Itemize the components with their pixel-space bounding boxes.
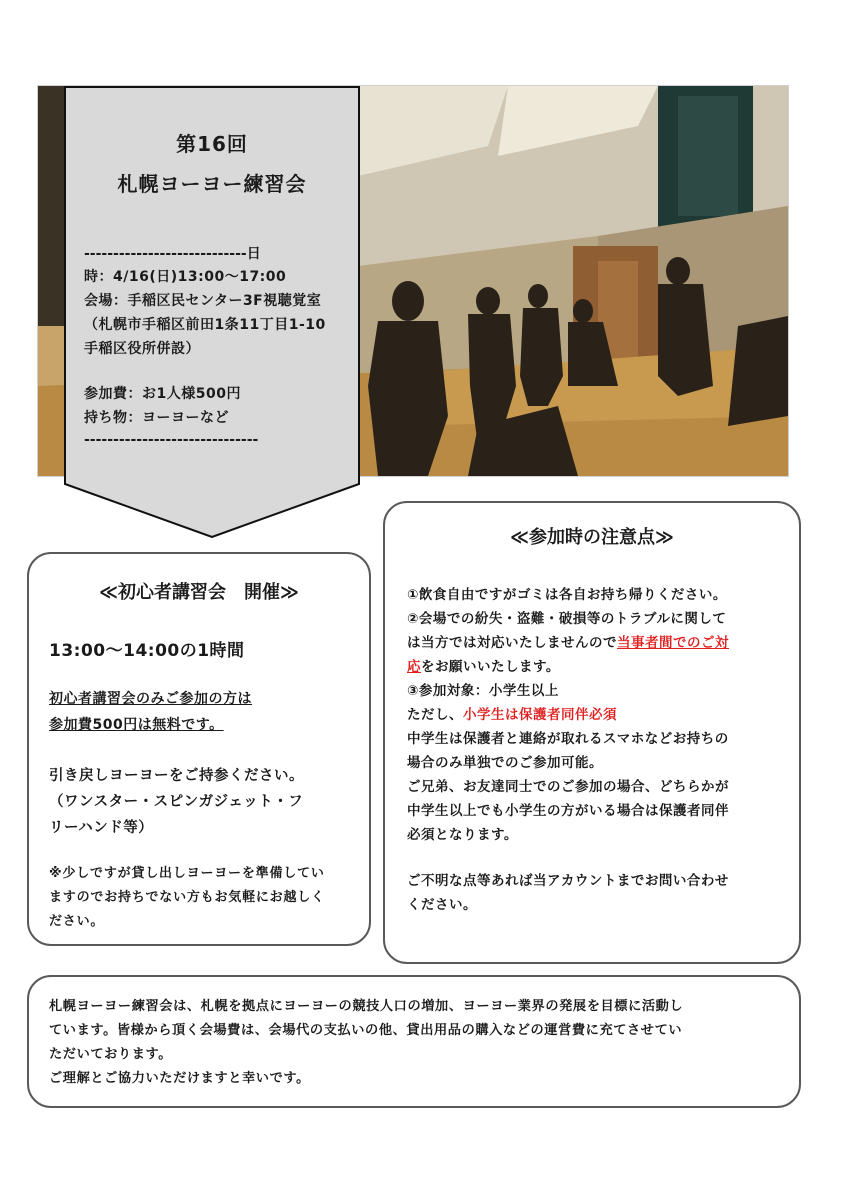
beginner-bring-1: 引き戻しヨーヨーをご持参ください。 — [49, 768, 304, 784]
event-fee: 参加費：お1人様500円 — [84, 386, 241, 402]
participation-notes-box — [383, 501, 801, 964]
note-1: ①飲食自由ですがゴミは各自お持ち帰りください。 — [407, 587, 727, 603]
note-3: ③参加対象：小学生以上 — [407, 683, 559, 699]
beginner-title: ≪初心者講習会 開催≫ — [99, 582, 299, 603]
note-3-line-3: 中学生は保護者と連絡が取れるスマホなどお持ちの — [407, 731, 729, 747]
note-3-line-4: 場合のみ単独でのご参加可能。 — [407, 755, 603, 771]
note-3-line-5: ご兄弟、お友達同士でのご参加の場合、どちらかが — [407, 779, 729, 795]
divider-bottom: ------------------------------ — [84, 432, 259, 448]
notes-title: ≪参加時の注意点≫ — [510, 527, 674, 548]
event-venue: 会場：手稲区民センター3F視聴覚室 — [84, 293, 322, 309]
contact-line-1: ご不明な点等あれば当アカウントまでお問い合わせ — [407, 873, 729, 889]
statement-line-3: ただいております。 — [49, 1047, 173, 1062]
note-3-line-7: 必須となります。 — [407, 827, 518, 843]
event-address-1: （札幌市手稲区前田1条11丁目1-10 — [84, 317, 326, 333]
event-items: 持ち物：ヨーヨーなど — [84, 410, 229, 426]
event-address-2: 手稲区役所併設） — [84, 341, 200, 357]
beginner-free-2: 参加費500円は無料です。 — [49, 717, 224, 733]
note-3-highlight: 小学生は保護者同伴必須 — [463, 707, 617, 723]
note-3-line-6: 中学生以上でも小学生の方がいる場合は保護者同伴 — [407, 803, 729, 819]
contact-line-2: ください。 — [407, 897, 477, 913]
statement-line-1: 札幌ヨーヨー練習会は、札幌を拠点にヨーヨーの競技人口の増加、ヨーヨー業界の発展を目標に活動し — [49, 999, 684, 1014]
note-2-line-2: は当方では対応いたしませんので当事者間でのご対 — [407, 635, 729, 651]
organization-statement-box — [27, 975, 801, 1108]
beginner-time: 13:00～14:00の1時間 — [49, 641, 245, 661]
beginner-lend-1: ※少しですが貸し出しヨーヨーを準備してい — [49, 866, 325, 881]
divider-top: ----------------------------日 — [84, 246, 261, 262]
event-datetime: 時：4/16(日)13:00～17:00 — [84, 269, 287, 285]
beginner-bring-2: （ワンスター・スピンガジェット・フ — [49, 794, 304, 810]
note-2-line-3: 応をお願いいたします。 — [407, 659, 560, 675]
beginner-free-1: 初心者講習会のみご参加の方は — [49, 691, 252, 707]
beginner-bring-3: リーハンド等） — [49, 820, 154, 836]
beginner-lend-3: ださい。 — [49, 914, 105, 929]
statement-line-2: ています。皆様から頂く会場費は、会場代の支払いの他、貸出用品の購入などの運営費に充てさせてい — [49, 1023, 683, 1038]
note-3-line-2: ただし、小学生は保護者同伴必須 — [407, 707, 617, 723]
event-info-banner — [64, 86, 360, 538]
beginner-lend-2: ますのでお持ちでない方もお気軽にお越しく — [49, 890, 325, 905]
beginner-session-box — [27, 552, 371, 946]
note-2-line-1: ②会場での紛失・盗難・破損等のトラブルに関して — [407, 611, 727, 627]
event-number: 第16回 — [176, 132, 248, 156]
note-2-highlight: 当事者間でのご対 — [617, 635, 729, 651]
statement-line-4: ご理解とご協力いただけますと幸いです。 — [49, 1071, 310, 1086]
event-title: 札幌ヨーヨー練習会 — [117, 172, 307, 196]
